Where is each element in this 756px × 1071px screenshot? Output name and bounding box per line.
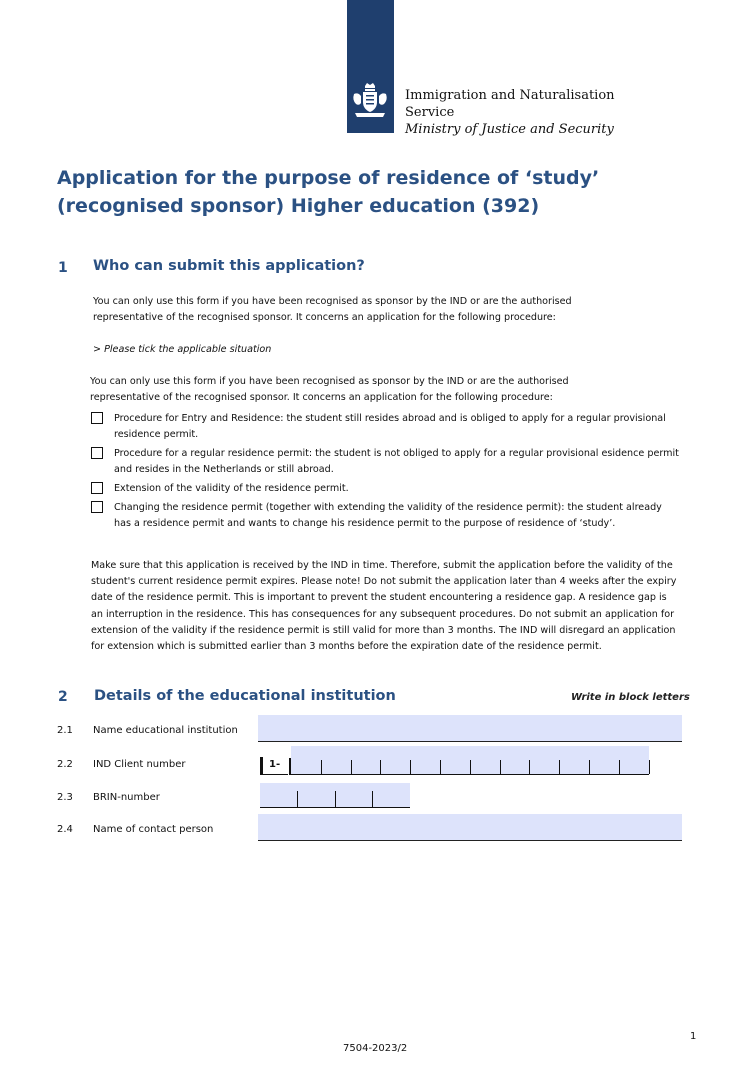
option-regular-permit[interactable] — [90, 446, 680, 477]
institution-name-input[interactable] — [258, 715, 682, 742]
option-extension[interactable] — [90, 481, 680, 497]
field-label: IND Client number — [93, 759, 186, 770]
cell-divider — [380, 760, 381, 774]
field-label: BRIN-number — [93, 792, 160, 803]
cell-divider — [529, 760, 530, 774]
section-1-intro: You can only use this form if you have been recognised as sponsor by the IND or are the authorised representative of the recognised sponsor. It concerns an application for the following procedure: — [93, 296, 572, 323]
client-number-field[interactable] — [258, 746, 650, 776]
cell-divider — [351, 760, 352, 774]
option-label: Procedure for Entry and Residence: the student still resides abroad and is obliged to apply for a regular provisional residence permit. — [114, 413, 666, 440]
option-entry-residence[interactable] — [90, 411, 680, 442]
ministry-name: Ministry of Justice and Security — [405, 122, 614, 137]
field-label: Name educational institution — [93, 725, 238, 736]
option-label: Extension of the validity of the residence permit. — [114, 483, 349, 494]
org-name — [405, 87, 615, 138]
checkbox-regular-permit[interactable] — [91, 447, 103, 459]
block-letters-hint: Write in block letters — [571, 692, 690, 703]
section-1-number: 1 — [58, 260, 68, 276]
field-number: 2.1 — [57, 725, 73, 736]
cell-divider — [321, 760, 322, 774]
client-number-prefix: 1- — [260, 757, 288, 775]
cell-divider — [500, 760, 501, 774]
section-2-number: 2 — [58, 689, 68, 705]
instruction-text: > Please tick the applicable situation — [93, 344, 272, 355]
page-number: 1 — [690, 1031, 697, 1042]
field-number: 2.4 — [57, 824, 73, 835]
org-line-1: Immigration and Naturalisation — [405, 88, 615, 103]
logo-bar — [347, 0, 394, 133]
checkbox-change-permit[interactable] — [91, 501, 103, 513]
section-1-intro-2: You can only use this form if you have been recognised as sponsor by the IND or are the authorised representative of the recognised sponsor. It concerns an application for the following procedure: — [90, 376, 569, 403]
section-1-title: Who can submit this application? — [93, 258, 365, 274]
cell-divider — [619, 760, 620, 774]
cell-divider — [335, 791, 336, 807]
checkbox-extension[interactable] — [91, 482, 103, 494]
org-line-2: Service — [405, 105, 455, 120]
contact-person-input[interactable] — [258, 814, 682, 841]
client-number-input[interactable] — [291, 746, 649, 775]
option-label: Changing the residence permit (together with extending the validity of the residence permit): the student already has a residence permit and wants to change his residence permit to the purpose of residence of ‘study’. — [114, 502, 662, 529]
cell-divider — [589, 760, 590, 774]
option-change-permit[interactable] — [90, 500, 680, 531]
cell-divider — [410, 760, 411, 774]
field-label: Name of contact person — [93, 824, 214, 835]
form-code: 7504-2023/2 — [343, 1043, 408, 1054]
section-2-title: Details of the educational institution — [94, 688, 396, 704]
field-number: 2.2 — [57, 759, 73, 770]
checkbox-entry-residence[interactable] — [91, 412, 103, 424]
field-number: 2.3 — [57, 792, 73, 803]
page-title: Application for the purpose of residence of ‘study’ (recognised sponsor) Higher education (392) — [57, 167, 600, 217]
cell-divider — [559, 760, 560, 774]
section-1-note: Make sure that this application is received by the IND in time. Therefore, submit the application before the validity of the student's current residence permit expires. Please note! Do not submit the application later than 4 weeks after the expiry date of the residence permit. This is important to prevent the student encountering a residence gap. A residence gap is an interruption in the residence. This has consequences for any subsequent procedures. Do not submit an application for extension of the validity if the residence permit is still valid for more than 3 months. The IND will disregard an application for extension which is submitted earlier than 3 months before the expiration date of the residence permit. — [91, 560, 677, 653]
brin-number-input[interactable] — [260, 783, 410, 808]
cell-divider — [649, 760, 650, 774]
cell-divider — [470, 760, 471, 774]
option-label: Procedure for a regular residence permit: the student is not obliged to apply for a regular provisional esidence permit and resides in the Netherlands or still abroad. — [114, 448, 679, 475]
cell-divider — [297, 791, 298, 807]
cell-divider — [372, 791, 373, 807]
cell-divider — [440, 760, 441, 774]
crest-icon — [350, 82, 391, 122]
